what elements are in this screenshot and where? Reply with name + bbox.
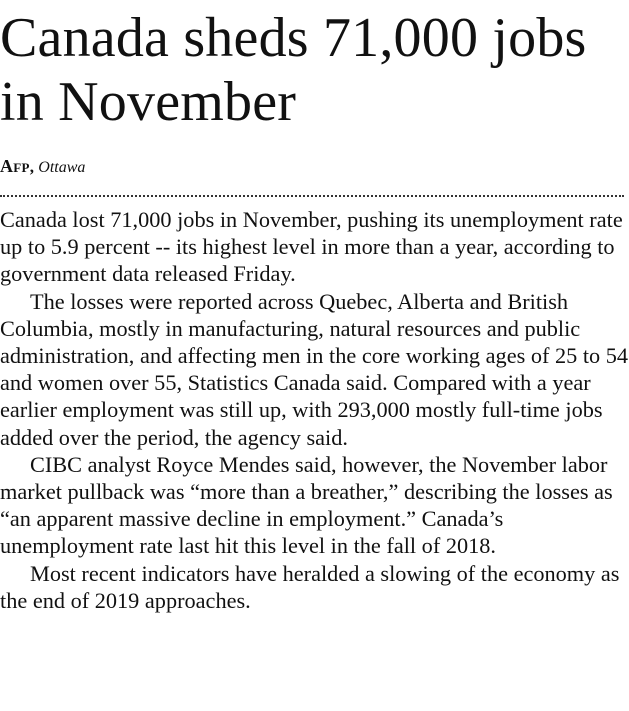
paragraph-1: Canada lost 71,000 jobs in November, pushing its unemployment rate up to 5.9 percent -- its highest level in more than a year, according to government data released Friday. [0, 207, 623, 287]
paragraph-4: Most recent indicators have heralded a slowing of the economy as the end of 2019 approaches. [0, 560, 620, 613]
headline: Canada sheds 71,000 jobs in November [0, 7, 587, 133]
byline-agency: Afp [0, 156, 30, 176]
paragraph-2: The losses were reported across Quebec, Alberta and British Columbia, mostly in manufacturing, natural resources and public administration, and affecting men in the core working ages of 25 to 54 and women over 55, Statistics Canada said. Compared with a year earlier employment was still up, with 293,000 mostly full-time jobs added over the period, the agency said. [0, 288, 629, 450]
dotted-divider [0, 195, 624, 197]
byline-dateline: Ottawa [38, 159, 86, 176]
paragraph-3: CIBC analyst Royce Mendes said, however, the November labor market pullback was “more than a breather,” describing the losses as “an apparent massive decline in employment.” Canada’s unemployment rate last hit this level in the fall of 2018. [0, 451, 613, 559]
byline [0, 154, 85, 180]
byline-separator: , [29, 157, 35, 176]
article-body [0, 206, 629, 614]
